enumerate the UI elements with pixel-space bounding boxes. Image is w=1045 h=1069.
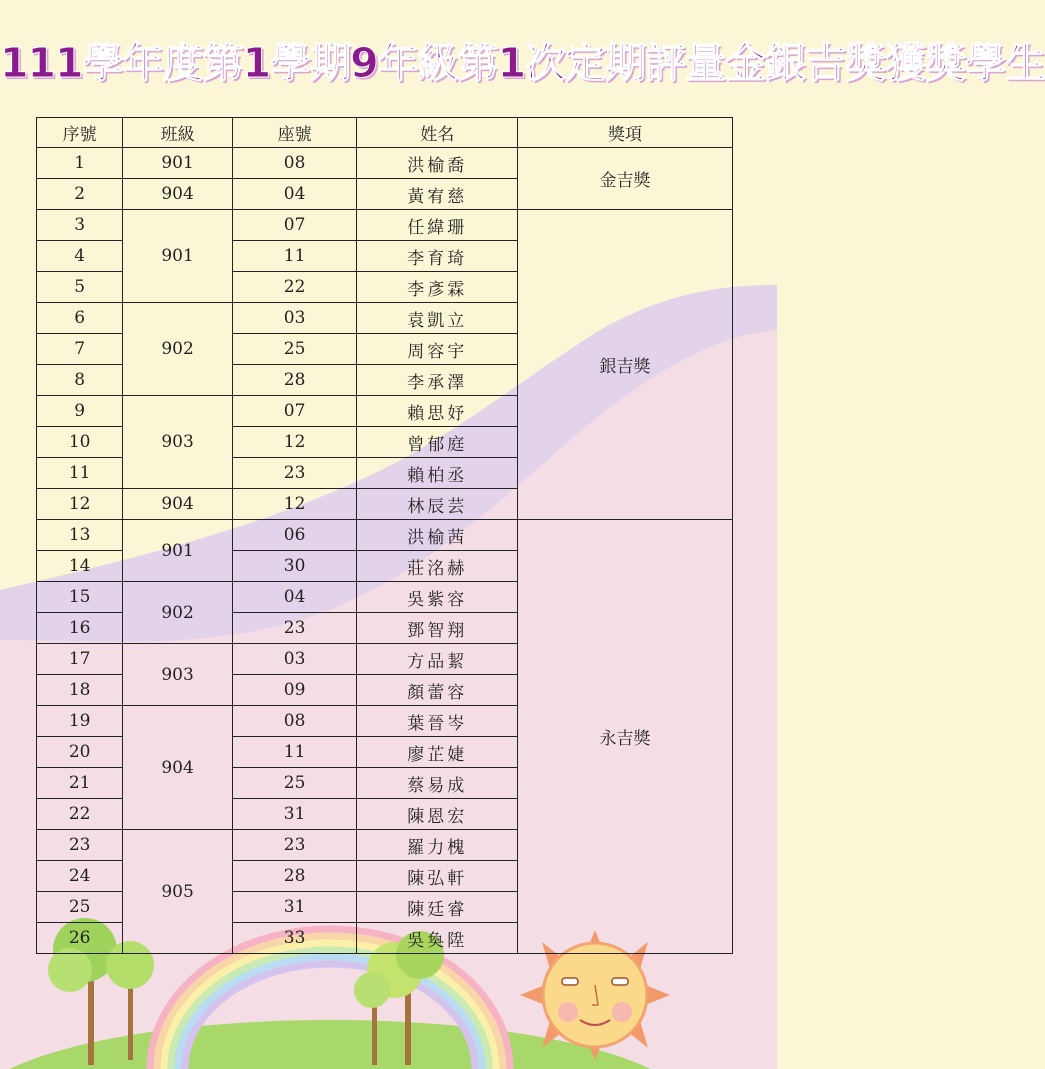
seq-cell: 23 (37, 830, 123, 861)
name-cell: 洪榆茜 (357, 520, 518, 551)
seq-cell: 4 (37, 241, 123, 272)
class-cell: 903 (123, 396, 232, 489)
seq-cell: 10 (37, 427, 123, 458)
seat-cell: 07 (232, 396, 357, 427)
page-title: 111學年度第1學期9年級第1次定期評量金銀吉獎獲獎學生 (0, 39, 1045, 87)
seat-cell: 28 (232, 365, 357, 396)
seq-cell: 18 (37, 675, 123, 706)
seat-cell: 23 (232, 458, 357, 489)
seq-cell: 3 (37, 210, 123, 241)
class-cell: 902 (123, 303, 232, 396)
seat-cell: 25 (232, 768, 357, 799)
name-cell: 周容宇 (357, 334, 518, 365)
table-row (37, 210, 733, 241)
name-cell: 廖芷婕 (357, 737, 518, 768)
name-cell: 林辰芸 (357, 489, 518, 520)
seq-cell: 9 (37, 396, 123, 427)
seq-cell: 8 (37, 365, 123, 396)
header-award: 獎項 (518, 118, 733, 148)
name-cell: 陳弘軒 (357, 861, 518, 892)
seq-cell: 13 (37, 520, 123, 551)
seat-cell: 03 (232, 644, 357, 675)
name-cell: 羅力槐 (357, 830, 518, 861)
award-cell-gold: 金吉獎 (518, 148, 733, 210)
name-cell: 曾郁庭 (357, 427, 518, 458)
seq-cell: 19 (37, 706, 123, 737)
seq-cell: 14 (37, 551, 123, 582)
seat-cell: 07 (232, 210, 357, 241)
name-cell: 李育琦 (357, 241, 518, 272)
seq-cell: 16 (37, 613, 123, 644)
seat-cell: 31 (232, 799, 357, 830)
seq-cell: 15 (37, 582, 123, 613)
class-cell: 904 (123, 489, 232, 520)
table-row (37, 520, 733, 551)
name-cell: 任緯珊 (357, 210, 518, 241)
seat-cell: 22 (232, 272, 357, 303)
name-cell: 李承澤 (357, 365, 518, 396)
seq-cell: 24 (37, 861, 123, 892)
seat-cell: 25 (232, 334, 357, 365)
class-cell: 902 (123, 582, 232, 644)
seat-cell: 09 (232, 675, 357, 706)
seat-cell: 33 (232, 923, 357, 954)
seq-cell: 7 (37, 334, 123, 365)
header-seat: 座號 (232, 118, 357, 148)
seq-cell: 21 (37, 768, 123, 799)
seq-cell: 11 (37, 458, 123, 489)
class-cell: 904 (123, 179, 232, 210)
header-class: 班級 (123, 118, 232, 148)
header-name: 姓名 (357, 118, 518, 148)
seat-cell: 12 (232, 489, 357, 520)
seat-cell: 04 (232, 582, 357, 613)
seq-cell: 6 (37, 303, 123, 334)
seat-cell: 11 (232, 737, 357, 768)
name-cell: 陳廷睿 (357, 892, 518, 923)
name-cell: 洪榆喬 (357, 148, 518, 179)
name-cell: 黃宥慈 (357, 179, 518, 210)
award-cell-silver: 銀吉獎 (518, 210, 733, 520)
seat-cell: 23 (232, 613, 357, 644)
seq-cell: 20 (37, 737, 123, 768)
name-cell: 葉晉岑 (357, 706, 518, 737)
name-cell: 吳奐陞 (357, 923, 518, 954)
name-cell: 李彥霖 (357, 272, 518, 303)
seq-cell: 17 (37, 644, 123, 675)
name-cell: 賴柏丞 (357, 458, 518, 489)
seat-cell: 03 (232, 303, 357, 334)
name-cell: 袁凱立 (357, 303, 518, 334)
seat-cell: 08 (232, 706, 357, 737)
header-seq: 序號 (37, 118, 123, 148)
class-cell: 905 (123, 830, 232, 954)
seat-cell: 28 (232, 861, 357, 892)
seat-cell: 23 (232, 830, 357, 861)
name-cell: 方品絜 (357, 644, 518, 675)
seq-cell: 1 (37, 148, 123, 179)
awards-table (36, 117, 733, 954)
name-cell: 顏蕾容 (357, 675, 518, 706)
name-cell: 莊洺赫 (357, 551, 518, 582)
name-cell: 賴思妤 (357, 396, 518, 427)
seat-cell: 31 (232, 892, 357, 923)
class-cell: 901 (123, 520, 232, 582)
seq-cell: 26 (37, 923, 123, 954)
class-cell: 904 (123, 706, 232, 830)
header-row (37, 118, 733, 148)
seq-cell: 12 (37, 489, 123, 520)
name-cell: 吳紫容 (357, 582, 518, 613)
seq-cell: 5 (37, 272, 123, 303)
award-cell-forever: 永吉獎 (518, 520, 733, 954)
class-cell: 901 (123, 210, 232, 303)
class-cell: 901 (123, 148, 232, 179)
class-cell: 903 (123, 644, 232, 706)
seat-cell: 11 (232, 241, 357, 272)
table-row (37, 148, 733, 179)
seq-cell: 25 (37, 892, 123, 923)
seat-cell: 06 (232, 520, 357, 551)
seat-cell: 12 (232, 427, 357, 458)
name-cell: 鄧智翔 (357, 613, 518, 644)
seat-cell: 04 (232, 179, 357, 210)
seat-cell: 08 (232, 148, 357, 179)
seq-cell: 22 (37, 799, 123, 830)
name-cell: 蔡易成 (357, 768, 518, 799)
name-cell: 陳恩宏 (357, 799, 518, 830)
seq-cell: 2 (37, 179, 123, 210)
seat-cell: 30 (232, 551, 357, 582)
